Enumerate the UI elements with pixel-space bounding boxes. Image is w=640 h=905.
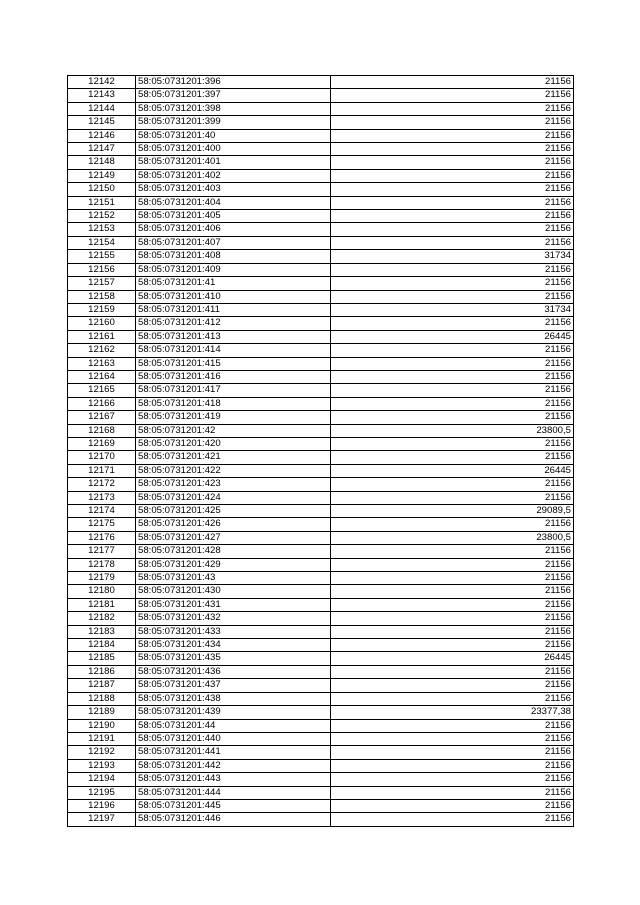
cadastral-id-cell: 58:05:0731201:410 xyxy=(136,290,331,303)
cadastral-id-cell: 58:05:0731201:411 xyxy=(136,303,331,316)
cadastral-id-cell: 58:05:0731201:412 xyxy=(136,317,331,330)
cadastral-id-cell: 58:05:0731201:398 xyxy=(136,102,331,115)
cadastral-id-cell: 58:05:0731201:441 xyxy=(136,746,331,759)
table-row xyxy=(68,572,574,585)
cadastral-id-cell: 58:05:0731201:403 xyxy=(136,183,331,196)
table-row xyxy=(68,344,574,357)
row-number-cell: 12152 xyxy=(68,210,136,223)
value-cell: 21156 xyxy=(331,585,574,598)
value-cell: 21156 xyxy=(331,210,574,223)
row-number-cell: 12189 xyxy=(68,706,136,719)
value-cell: 21156 xyxy=(331,397,574,410)
table-row xyxy=(68,89,574,102)
row-number-cell: 12181 xyxy=(68,598,136,611)
value-cell: 21156 xyxy=(331,236,574,249)
table-row xyxy=(68,437,574,450)
value-cell: 21156 xyxy=(331,143,574,156)
table-row xyxy=(68,263,574,276)
row-number-cell: 12145 xyxy=(68,116,136,129)
cadastral-id-cell: 58:05:0731201:423 xyxy=(136,478,331,491)
value-cell: 26445 xyxy=(331,464,574,477)
cadastral-id-cell: 58:05:0731201:440 xyxy=(136,732,331,745)
table-row xyxy=(68,558,574,571)
row-number-cell: 12178 xyxy=(68,558,136,571)
cadastral-id-cell: 58:05:0731201:424 xyxy=(136,491,331,504)
row-number-cell: 12156 xyxy=(68,263,136,276)
value-cell: 21156 xyxy=(331,317,574,330)
cadastral-id-cell: 58:05:0731201:399 xyxy=(136,116,331,129)
table-row xyxy=(68,813,574,826)
value-cell: 21156 xyxy=(331,692,574,705)
table-row xyxy=(68,585,574,598)
value-cell: 21156 xyxy=(331,545,574,558)
row-number-cell: 12171 xyxy=(68,464,136,477)
table-row xyxy=(68,303,574,316)
table-row xyxy=(68,210,574,223)
cadastral-id-cell: 58:05:0731201:404 xyxy=(136,196,331,209)
table-row xyxy=(68,357,574,370)
cadastral-id-cell: 58:05:0731201:418 xyxy=(136,397,331,410)
row-number-cell: 12147 xyxy=(68,143,136,156)
table-row xyxy=(68,531,574,544)
table-row xyxy=(68,759,574,772)
value-cell: 26445 xyxy=(331,330,574,343)
table-row xyxy=(68,384,574,397)
value-cell: 21156 xyxy=(331,89,574,102)
cadastral-id-cell: 58:05:0731201:407 xyxy=(136,236,331,249)
row-number-cell: 12193 xyxy=(68,759,136,772)
row-number-cell: 12144 xyxy=(68,102,136,115)
row-number-cell: 12163 xyxy=(68,357,136,370)
cadastral-id-cell: 58:05:0731201:446 xyxy=(136,813,331,826)
row-number-cell: 12173 xyxy=(68,491,136,504)
table-row xyxy=(68,598,574,611)
value-cell: 21156 xyxy=(331,719,574,732)
cadastral-id-cell: 58:05:0731201:445 xyxy=(136,799,331,812)
table-row xyxy=(68,732,574,745)
value-cell: 21156 xyxy=(331,76,574,89)
table-row xyxy=(68,370,574,383)
table-row xyxy=(68,156,574,169)
table-row xyxy=(68,143,574,156)
row-number-cell: 12177 xyxy=(68,545,136,558)
cadastral-id-cell: 58:05:0731201:422 xyxy=(136,464,331,477)
cadastral-id-cell: 58:05:0731201:43 xyxy=(136,572,331,585)
cadastral-id-cell: 58:05:0731201:406 xyxy=(136,223,331,236)
row-number-cell: 12153 xyxy=(68,223,136,236)
row-number-cell: 12169 xyxy=(68,437,136,450)
table-row xyxy=(68,397,574,410)
table-row xyxy=(68,692,574,705)
table-row xyxy=(68,451,574,464)
data-table xyxy=(67,75,574,827)
table-row xyxy=(68,491,574,504)
row-number-cell: 12167 xyxy=(68,411,136,424)
table-row xyxy=(68,786,574,799)
row-number-cell: 12150 xyxy=(68,183,136,196)
row-number-cell: 12160 xyxy=(68,317,136,330)
cadastral-id-cell: 58:05:0731201:419 xyxy=(136,411,331,424)
value-cell: 26445 xyxy=(331,652,574,665)
value-cell: 21156 xyxy=(331,813,574,826)
value-cell: 21156 xyxy=(331,183,574,196)
cadastral-id-cell: 58:05:0731201:42 xyxy=(136,424,331,437)
cadastral-id-cell: 58:05:0731201:408 xyxy=(136,250,331,263)
value-cell: 21156 xyxy=(331,156,574,169)
cadastral-id-cell: 58:05:0731201:417 xyxy=(136,384,331,397)
table-row xyxy=(68,196,574,209)
data-table-body xyxy=(68,76,574,827)
cadastral-id-cell: 58:05:0731201:426 xyxy=(136,518,331,531)
row-number-cell: 12194 xyxy=(68,773,136,786)
value-cell: 21156 xyxy=(331,169,574,182)
cadastral-id-cell: 58:05:0731201:425 xyxy=(136,505,331,518)
row-number-cell: 12172 xyxy=(68,478,136,491)
value-cell: 23377,38 xyxy=(331,706,574,719)
table-row xyxy=(68,625,574,638)
cadastral-id-cell: 58:05:0731201:433 xyxy=(136,625,331,638)
cadastral-id-cell: 58:05:0731201:437 xyxy=(136,679,331,692)
value-cell: 21156 xyxy=(331,370,574,383)
value-cell: 21156 xyxy=(331,598,574,611)
value-cell: 21156 xyxy=(331,411,574,424)
cadastral-id-cell: 58:05:0731201:409 xyxy=(136,263,331,276)
value-cell: 21156 xyxy=(331,344,574,357)
value-cell: 21156 xyxy=(331,558,574,571)
row-number-cell: 12179 xyxy=(68,572,136,585)
cadastral-id-cell: 58:05:0731201:415 xyxy=(136,357,331,370)
row-number-cell: 12188 xyxy=(68,692,136,705)
cadastral-id-cell: 58:05:0731201:44 xyxy=(136,719,331,732)
row-number-cell: 12158 xyxy=(68,290,136,303)
value-cell: 21156 xyxy=(331,679,574,692)
value-cell: 21156 xyxy=(331,518,574,531)
row-number-cell: 12184 xyxy=(68,639,136,652)
value-cell: 23800,5 xyxy=(331,531,574,544)
cadastral-id-cell: 58:05:0731201:438 xyxy=(136,692,331,705)
row-number-cell: 12155 xyxy=(68,250,136,263)
cadastral-id-cell: 58:05:0731201:420 xyxy=(136,437,331,450)
cadastral-id-cell: 58:05:0731201:428 xyxy=(136,545,331,558)
row-number-cell: 12185 xyxy=(68,652,136,665)
table-row xyxy=(68,464,574,477)
row-number-cell: 12143 xyxy=(68,89,136,102)
value-cell: 21156 xyxy=(331,625,574,638)
value-cell: 21156 xyxy=(331,263,574,276)
table-row xyxy=(68,236,574,249)
row-number-cell: 12187 xyxy=(68,679,136,692)
value-cell: 21156 xyxy=(331,665,574,678)
value-cell: 21156 xyxy=(331,491,574,504)
table-row xyxy=(68,505,574,518)
row-number-cell: 12192 xyxy=(68,746,136,759)
row-number-cell: 12154 xyxy=(68,236,136,249)
table-row xyxy=(68,250,574,263)
cadastral-id-cell: 58:05:0731201:416 xyxy=(136,370,331,383)
cadastral-id-cell: 58:05:0731201:429 xyxy=(136,558,331,571)
table-row xyxy=(68,706,574,719)
row-number-cell: 12161 xyxy=(68,330,136,343)
table-row xyxy=(68,290,574,303)
cadastral-id-cell: 58:05:0731201:444 xyxy=(136,786,331,799)
row-number-cell: 12151 xyxy=(68,196,136,209)
row-number-cell: 12149 xyxy=(68,169,136,182)
table-row xyxy=(68,773,574,786)
cadastral-id-cell: 58:05:0731201:432 xyxy=(136,612,331,625)
table-row xyxy=(68,169,574,182)
value-cell: 21156 xyxy=(331,129,574,142)
table-row xyxy=(68,330,574,343)
row-number-cell: 12142 xyxy=(68,76,136,89)
cadastral-id-cell: 58:05:0731201:41 xyxy=(136,277,331,290)
table-row xyxy=(68,652,574,665)
value-cell: 21156 xyxy=(331,451,574,464)
cadastral-id-cell: 58:05:0731201:400 xyxy=(136,143,331,156)
table-row xyxy=(68,129,574,142)
value-cell: 21156 xyxy=(331,384,574,397)
table-row xyxy=(68,639,574,652)
table-row xyxy=(68,679,574,692)
row-number-cell: 12175 xyxy=(68,518,136,531)
value-cell: 21156 xyxy=(331,759,574,772)
value-cell: 21156 xyxy=(331,223,574,236)
row-number-cell: 12191 xyxy=(68,732,136,745)
value-cell: 21156 xyxy=(331,102,574,115)
cadastral-id-cell: 58:05:0731201:402 xyxy=(136,169,331,182)
row-number-cell: 12159 xyxy=(68,303,136,316)
value-cell: 21156 xyxy=(331,478,574,491)
cadastral-id-cell: 58:05:0731201:439 xyxy=(136,706,331,719)
cadastral-id-cell: 58:05:0731201:396 xyxy=(136,76,331,89)
table-row xyxy=(68,102,574,115)
row-number-cell: 12165 xyxy=(68,384,136,397)
table-row xyxy=(68,317,574,330)
value-cell: 21156 xyxy=(331,196,574,209)
table-row xyxy=(68,799,574,812)
value-cell: 21156 xyxy=(331,437,574,450)
row-number-cell: 12196 xyxy=(68,799,136,812)
value-cell: 21156 xyxy=(331,773,574,786)
row-number-cell: 12170 xyxy=(68,451,136,464)
row-number-cell: 12166 xyxy=(68,397,136,410)
cadastral-id-cell: 58:05:0731201:435 xyxy=(136,652,331,665)
value-cell: 21156 xyxy=(331,572,574,585)
cadastral-id-cell: 58:05:0731201:442 xyxy=(136,759,331,772)
value-cell: 21156 xyxy=(331,639,574,652)
value-cell: 21156 xyxy=(331,277,574,290)
value-cell: 31734 xyxy=(331,250,574,263)
row-number-cell: 12168 xyxy=(68,424,136,437)
cadastral-id-cell: 58:05:0731201:421 xyxy=(136,451,331,464)
value-cell: 21156 xyxy=(331,799,574,812)
table-row xyxy=(68,183,574,196)
row-number-cell: 12190 xyxy=(68,719,136,732)
table-row xyxy=(68,76,574,89)
row-number-cell: 12176 xyxy=(68,531,136,544)
cadastral-id-cell: 58:05:0731201:431 xyxy=(136,598,331,611)
cadastral-id-cell: 58:05:0731201:405 xyxy=(136,210,331,223)
cadastral-id-cell: 58:05:0731201:443 xyxy=(136,773,331,786)
row-number-cell: 12197 xyxy=(68,813,136,826)
value-cell: 23800,5 xyxy=(331,424,574,437)
table-row xyxy=(68,518,574,531)
table-row xyxy=(68,746,574,759)
value-cell: 21156 xyxy=(331,732,574,745)
table-row xyxy=(68,411,574,424)
table-row xyxy=(68,223,574,236)
cadastral-id-cell: 58:05:0731201:40 xyxy=(136,129,331,142)
row-number-cell: 12146 xyxy=(68,129,136,142)
value-cell: 29089,5 xyxy=(331,505,574,518)
row-number-cell: 12195 xyxy=(68,786,136,799)
row-number-cell: 12180 xyxy=(68,585,136,598)
cadastral-id-cell: 58:05:0731201:436 xyxy=(136,665,331,678)
cadastral-id-cell: 58:05:0731201:397 xyxy=(136,89,331,102)
cadastral-id-cell: 58:05:0731201:430 xyxy=(136,585,331,598)
table-row xyxy=(68,478,574,491)
table-row xyxy=(68,612,574,625)
table-row xyxy=(68,116,574,129)
cadastral-id-cell: 58:05:0731201:434 xyxy=(136,639,331,652)
table-row xyxy=(68,277,574,290)
row-number-cell: 12148 xyxy=(68,156,136,169)
row-number-cell: 12186 xyxy=(68,665,136,678)
value-cell: 21156 xyxy=(331,357,574,370)
table-row xyxy=(68,545,574,558)
row-number-cell: 12174 xyxy=(68,505,136,518)
value-cell: 21156 xyxy=(331,116,574,129)
cadastral-id-cell: 58:05:0731201:413 xyxy=(136,330,331,343)
row-number-cell: 12183 xyxy=(68,625,136,638)
value-cell: 21156 xyxy=(331,746,574,759)
table-row xyxy=(68,424,574,437)
table-row xyxy=(68,719,574,732)
row-number-cell: 12182 xyxy=(68,612,136,625)
value-cell: 31734 xyxy=(331,303,574,316)
cadastral-id-cell: 58:05:0731201:414 xyxy=(136,344,331,357)
table-row xyxy=(68,665,574,678)
cadastral-id-cell: 58:05:0731201:427 xyxy=(136,531,331,544)
cadastral-id-cell: 58:05:0731201:401 xyxy=(136,156,331,169)
row-number-cell: 12157 xyxy=(68,277,136,290)
row-number-cell: 12164 xyxy=(68,370,136,383)
value-cell: 21156 xyxy=(331,612,574,625)
value-cell: 21156 xyxy=(331,290,574,303)
value-cell: 21156 xyxy=(331,786,574,799)
row-number-cell: 12162 xyxy=(68,344,136,357)
